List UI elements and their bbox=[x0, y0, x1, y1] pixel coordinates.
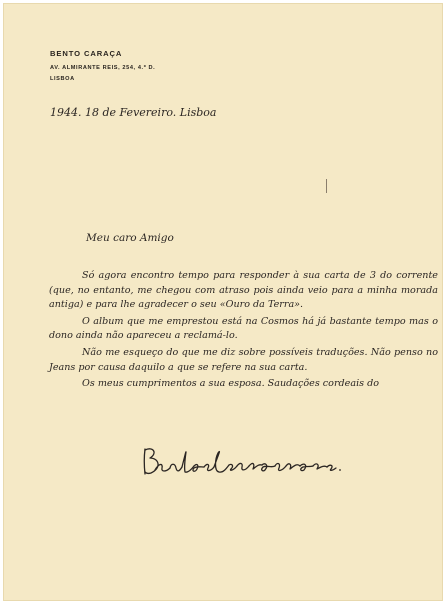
paragraph: O album que me emprestou está na Cosmos há já bastante tempo mas o dono ainda não apareceu a reclamá-lo. bbox=[49, 315, 438, 342]
paragraph: Não me esqueço do que me diz sobre possíveis traduções. Não penso no Jeans por causa daquilo a que se refere na sua carta. bbox=[49, 346, 438, 373]
paragraph: Os meus cumprimentos a sua esposa. Saudações cordeais do bbox=[82, 378, 380, 390]
letterhead bbox=[50, 49, 155, 82]
handwritten-signature bbox=[141, 443, 346, 481]
letterhead-name: BENTO CARAÇA bbox=[50, 49, 123, 58]
greeting: Meu caro Amigo bbox=[86, 232, 174, 244]
paragraph: Só agora encontro tempo para responder à sua carta de 3 do corrente (que, no entanto, me chegou com atraso pois ainda veio para a minha morada antiga) e para lhe agradecer o seu «Ouro da Terra». bbox=[49, 270, 438, 311]
dateline: 1944. 18 de Fevereiro. Lisboa bbox=[50, 106, 217, 119]
letterhead-city: LISBOA bbox=[50, 76, 75, 82]
paper-mark bbox=[326, 179, 327, 193]
letter-sheet bbox=[3, 3, 443, 601]
letter-body bbox=[49, 269, 438, 394]
letterhead-address: AV. ALMIRANTE REIS, 254, 4.º D. bbox=[50, 65, 156, 71]
